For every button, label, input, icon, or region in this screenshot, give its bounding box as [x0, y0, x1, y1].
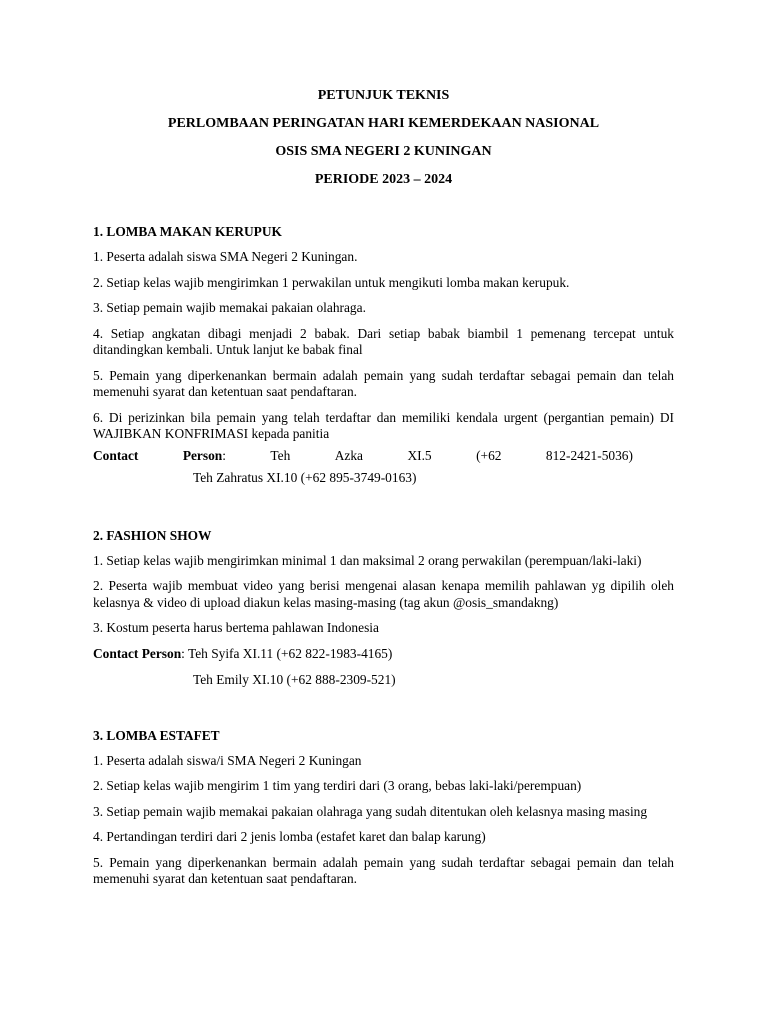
- section-fashion-show: [93, 526, 674, 689]
- title-line-1: PETUNJUK TEKNIS: [317, 88, 450, 103]
- contact-part: (+62: [476, 447, 502, 463]
- section-heading: 2. FASHION SHOW: [93, 527, 212, 543]
- rule-item: 4. Setiap angkatan dibagi menjadi 2 babak. Dari setiap babak biambil 1 pemenang tercepat untuk ditandingkan kembali. Untuk lanjut ke babak final: [93, 325, 674, 357]
- contact-person-second: Teh Emily XI.10 (+62 888-2309-521): [193, 672, 396, 687]
- title-line-2: PERLOMBAAN PERINGATAN HARI KEMERDEKAAN NASIONAL: [167, 116, 600, 131]
- rule-item: 2. Peserta wajib membuat video yang berisi mengenai alasan kenapa memilih pahlawan yg dipilih oleh kelasnya & video di upload diakun kelas masing-masing (tag akun @osis_smandakng): [93, 578, 674, 610]
- rule-item: 1. Peserta adalah siswa/i SMA Negeri 2 Kuningan: [93, 752, 362, 768]
- contact-person-row: [93, 646, 674, 663]
- contact-person-second: Teh Zahratus XI.10 (+62 895-3749-0163): [193, 470, 417, 485]
- rule-item: 1. Peserta adalah siswa SMA Negeri 2 Kuningan.: [93, 249, 358, 264]
- rule-item: 6. Di perizinkan bila pemain yang telah terdaftar dan memiliki kendala urgent (pergantian pemain) DI WAJIBKAN KONFRIMASI kepada panitia: [93, 409, 674, 441]
- section-lomba-makan-kerupuk: [93, 222, 674, 487]
- contact-part: Azka: [334, 447, 363, 463]
- title-line-4: PERIODE 2023 – 2024: [314, 172, 453, 187]
- contact-part: Teh: [270, 447, 291, 463]
- section-heading: 3. LOMBA ESTAFET: [93, 727, 220, 743]
- title-line-3: OSIS SMA NEGERI 2 KUNINGAN: [275, 144, 492, 159]
- rule-item: 5. Pemain yang diperkenankan bermain adalah pemain yang sudah terdaftar sebagai pemain dan telah memenuhi syarat dan ketentuan saat pendaftaran.: [93, 854, 674, 886]
- contact-label: Contact: [93, 447, 139, 463]
- rule-item: 2. Setiap kelas wajib mengirim 1 tim yang terdiri dari (3 orang, bebas laki-laki/perempuan): [93, 778, 582, 793]
- rule-item: 5. Pemain yang diperkenankan bermain adalah pemain yang sudah terdaftar sebagai pemain dan telah memenuhi syarat dan ketentuan saat pendaftaran.: [93, 367, 674, 399]
- contact-part: 812-2421-5036): [545, 447, 633, 463]
- document-body: [93, 222, 674, 897]
- section-heading: 1. LOMBA MAKAN KERUPUK: [93, 224, 282, 239]
- section-lomba-estafet: [93, 726, 674, 888]
- contact-person-row: [93, 448, 674, 465]
- contact-label-person: Person:: [182, 447, 226, 463]
- rule-item: 3. Kostum peserta harus bertema pahlawan Indonesia: [93, 620, 379, 635]
- contact-first: : Teh Syifa XI.11 (+62 822-1983-4165): [181, 645, 393, 661]
- rule-item: 3. Setiap pemain wajib memakai pakaian olahraga.: [93, 300, 366, 315]
- rule-item: 1. Setiap kelas wajib mengirimkan minimal 1 dan maksimal 2 orang perwakilan (perempuan/laki-laki): [93, 552, 642, 568]
- rule-item: 4. Pertandingan terdiri dari 2 jenis lomba (estafet karet dan balap karung): [93, 829, 486, 844]
- contact-part: XI.5: [407, 447, 432, 463]
- document-title: [93, 86, 674, 198]
- rule-item: 3. Setiap pemain wajib memakai pakaian olahraga yang sudah ditentukan oleh kelasnya masing masing: [93, 803, 648, 819]
- rule-item: 2. Setiap kelas wajib mengirimkan 1 perwakilan untuk mengikuti lomba makan kerupuk.: [93, 274, 570, 290]
- contact-label: Contact Person: [93, 645, 182, 661]
